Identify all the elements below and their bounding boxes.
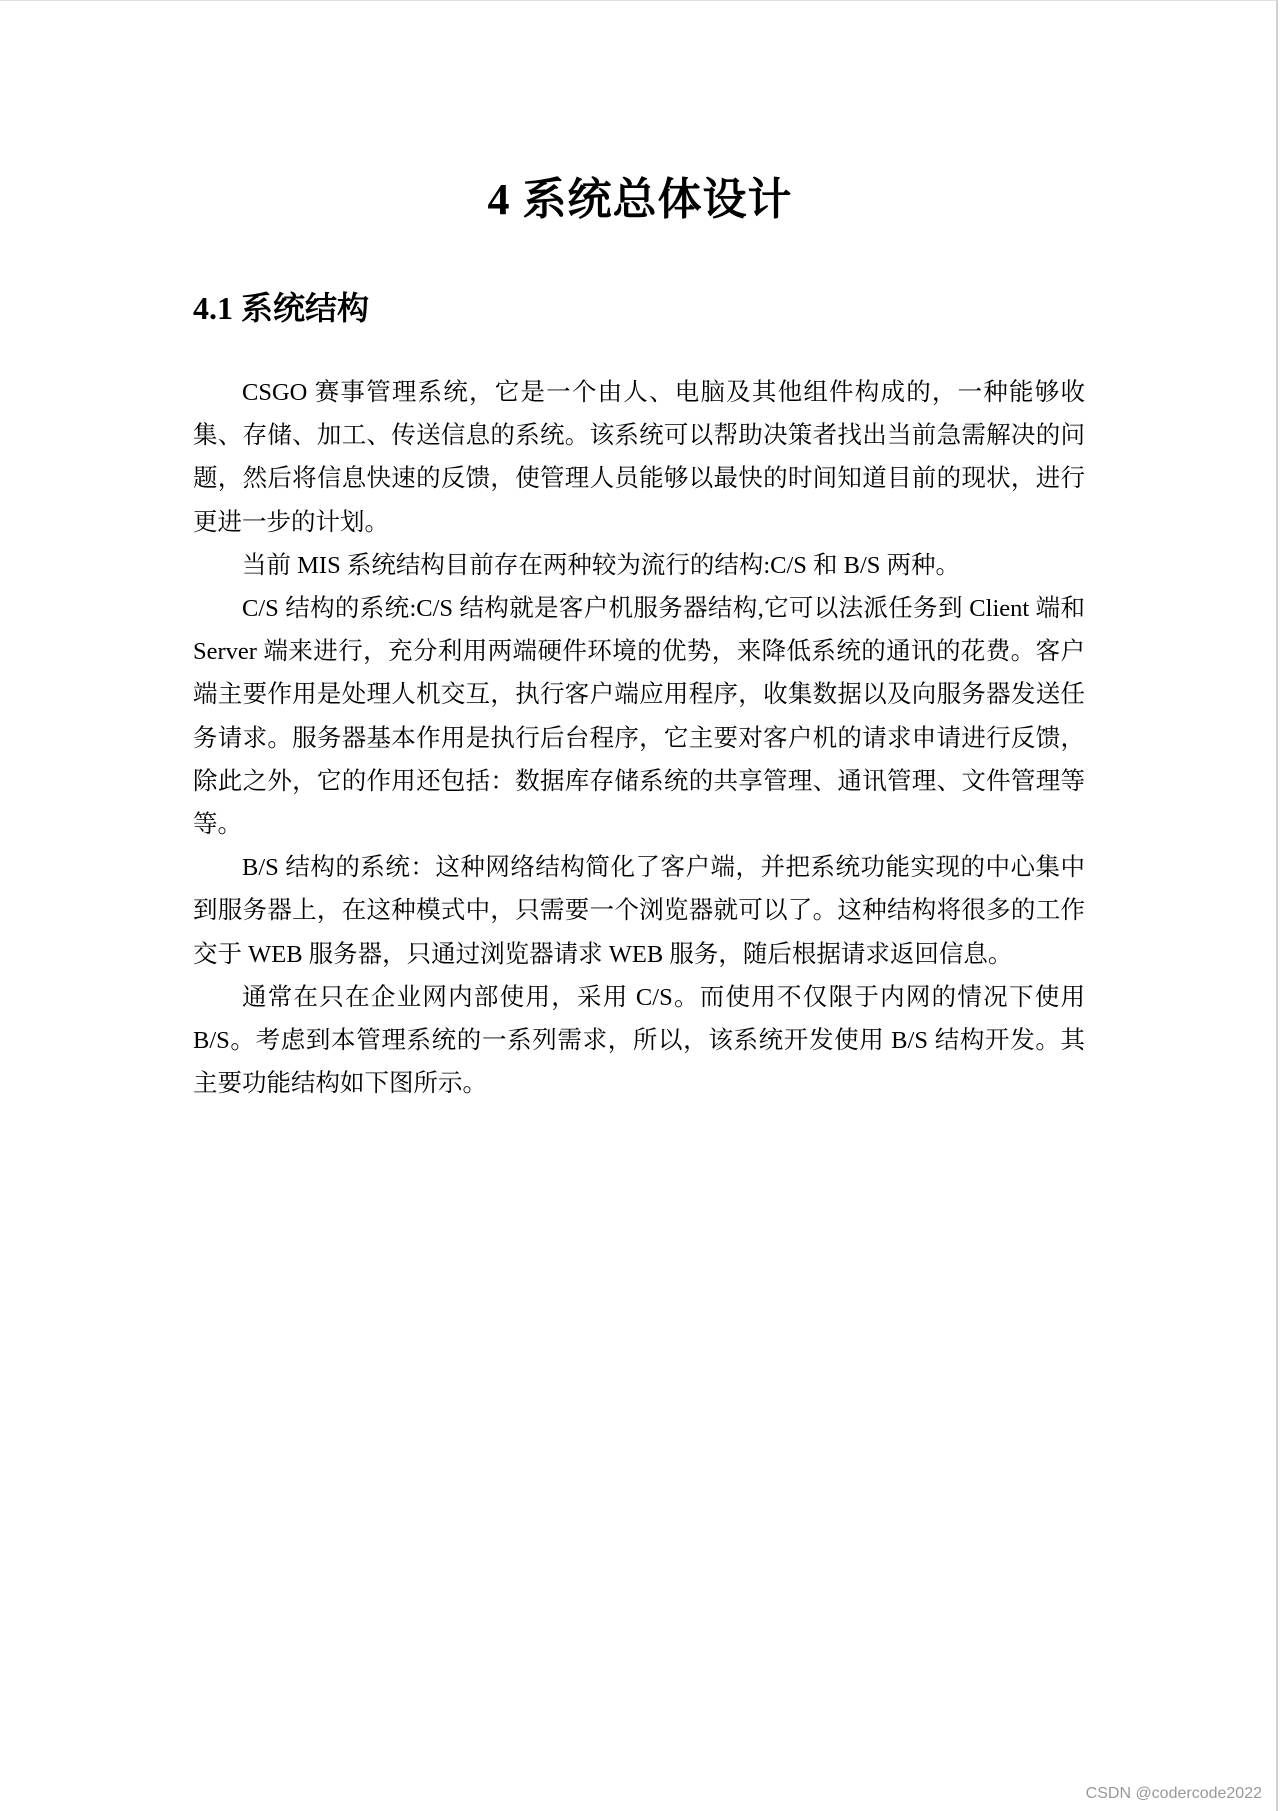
chapter-title: 4 系统总体设计 bbox=[487, 175, 793, 224]
paragraph-intro: CSGO 赛事管理系统，它是一个由人、电脑及其他组件构成的，一种能够收集、存储、加工、传送信息的系统。该系统可以帮助决策者找出当前急需解决的问题，然后将信息快速的反馈，使管理人员能够以最快的时间知道目前的现状，进行更进一步的计划。 bbox=[193, 379, 1085, 536]
paragraph-bs-structure: B/S 结构的系统：这种网络结构简化了客户端，并把系统功能实现的中心集中到服务器上，在这种模式中，只需要一个浏览器就可以了。这种结构将很多的工作交于 WEB 服务器，只通过浏览器请求 WEB 服务，随后根据请求返回信息。 bbox=[193, 854, 1085, 968]
paragraph-conclusion: 通常在只在企业网内部使用，采用 C/S。而使用不仅限于内网的情况下使用 B/S。考虑到本管理系统的一系列需求，所以，该系统开发使用 B/S 结构开发。其主要功能结构如下图所示。 bbox=[193, 983, 1085, 1098]
section-title: 4.1 系统结构 bbox=[193, 290, 370, 326]
paragraph-mis-structures: 当前 MIS 系统结构目前存在两种较为流行的结构:C/S 和 B/S 两种。 bbox=[242, 551, 961, 579]
paragraph-cs-structure: C/S 结构的系统:C/S 结构就是客户机服务器结构,它可以法派任务到 Client 端和 Server 端来进行，充分利用两端硬件环境的优势，来降低系统的通讯的花费。客户端主要作用是处理人机交互，执行客户端应用程序，收集数据以及向服务器发送任务请求。服务器基本作用是执行后台程序，它主要对客户机的请求申请进行反馈，除此之外，它的作用还包括：数据库存储系统的共享管理、通讯管理、文件管理等等。 bbox=[193, 595, 1085, 839]
watermark: CSDN @codercode2022 bbox=[1085, 1785, 1262, 1802]
body-text bbox=[193, 371, 1085, 1105]
